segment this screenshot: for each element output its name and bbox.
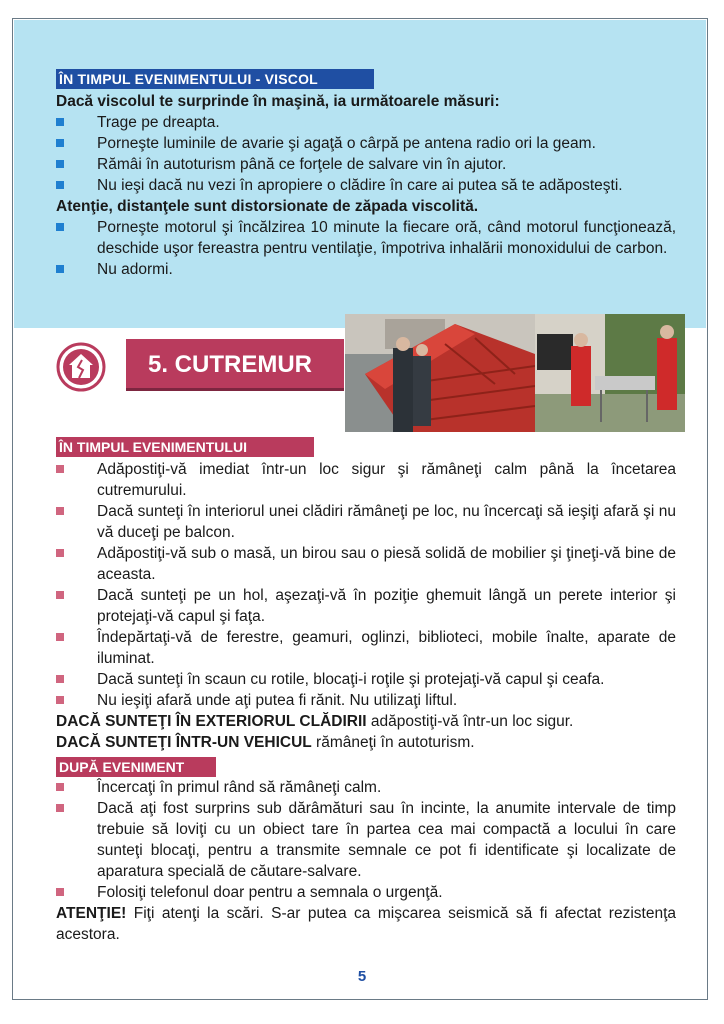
blizzard-tab [56,69,374,89]
blizzard-lead: Dacă viscolul te surprinde în maşină, ia următoarele măsuri: [56,93,500,110]
during-list [56,459,676,711]
square-bullet-icon [56,223,64,231]
square-bullet-icon [56,118,64,126]
square-bullet-icon [56,507,64,515]
blizzard-list-2 [56,217,676,280]
list-item: Dacă sunteţi în interiorul unei clădiri rămâneţi pe loc, nu încercaţi să ieşiţi afară şi nu vă duceţi pe balcon. [56,501,676,543]
blizzard-tab-prefix: ÎN TIMPUL EVENIMENTULUI [59,71,252,87]
square-bullet-icon [56,696,64,704]
list-item: Dacă sunteţi pe un hol, aşezaţi-vă în poziţie ghemuit lângă un perete interior şi protejaţi-vă capul şi faţa. [56,585,676,627]
rescue-photo [345,314,685,432]
blizzard-warning: Atenţie, distanţele sunt distorsionate de zăpada viscolită. [56,198,479,215]
section-title: 5. CUTREMUR [126,339,344,391]
square-bullet-icon [56,465,64,473]
vehicle-note: DACĂ SUNTEŢI ÎNTR-UN VEHICUL rămâneţi în autoturism. [56,734,475,751]
list-item: Nu adormi. [56,259,676,280]
square-bullet-icon [56,675,64,683]
during-content [56,459,676,753]
during-tab: ÎN TIMPUL EVENIMENTULUI [56,437,314,457]
list-item: Nu ieşiţi afară unde aţi putea fi rănit. Nu utilizaţi liftul. [56,690,676,711]
square-bullet-icon [56,888,64,896]
square-bullet-icon [56,549,64,557]
list-item: Dacă aţi fost surprins sub dărâmături sau în incinte, la anumite intervale de timp trebuie să loviţi cu un obiect tare în partea cea mai compactă a locului în care sunteţi blocaţi, pentru a transmite semnale ce pot fi identificate şi localizate de aparatura specială de căutare-salvare. [56,798,676,882]
attention-note: ATENŢIE! Fiţi atenţi la scări. S-ar putea ca mişcarea seismică să fi afectat rezistenţa acestora. [56,905,676,943]
blizzard-content [56,91,676,280]
after-content [56,777,676,945]
list-item: Îndepărtaţi-vă de ferestre, geamuri, oglinzi, biblioteci, mobile înalte, aparate de iluminat. [56,627,676,669]
square-bullet-icon [56,265,64,273]
list-item: Dacă sunteţi în scaun cu rotile, blocaţi-i roţile şi protejaţi-vă capul şi ceafa. [56,669,676,690]
list-item: Adăpostiţi-vă sub o masă, un birou sau o piesă solidă de mobilier şi ţineţi-vă bine de aceasta. [56,543,676,585]
list-item: Folosiţi telefonul doar pentru a semnala o urgenţă. [56,882,676,903]
outside-note: DACĂ SUNTEŢI ÎN EXTERIORUL CLĂDIRII adăpostiţi-vă într-un loc sigur. [56,713,574,730]
square-bullet-icon [56,804,64,812]
list-item: Nu ieşi dacă nu vezi în apropiere o clădire în care ai putea să te adăposteşti. [56,175,676,196]
house-crack-icon [56,342,106,392]
square-bullet-icon [56,181,64,189]
square-bullet-icon [56,139,64,147]
square-bullet-icon [56,591,64,599]
square-bullet-icon [56,633,64,641]
list-item: Trage pe dreapta. [56,112,676,133]
list-item: Porneşte motorul şi încălzirea 10 minute la fiecare oră, când motorul funcţionează, deschide uşor fereastra pentru ventilaţie, împotriva inhalării monoxidului de carbon. [56,217,676,259]
blizzard-list [56,112,676,196]
after-list [56,777,676,903]
page-number: 5 [357,968,367,985]
after-tab: DUPĂ EVENIMENT [56,757,216,777]
square-bullet-icon [56,783,64,791]
list-item: Rămâi în autoturism până ce forţele de salvare vin în ajutor. [56,154,676,175]
list-item: Adăpostiţi-vă imediat într-un loc sigur şi rămâneţi calm până la încetarea cutremurului. [56,459,676,501]
list-item: Porneşte luminile de avarie şi agaţă o cârpă pe antena radio ori la geam. [56,133,676,154]
rescue-photo-illustration [345,314,685,432]
blizzard-tab-suffix: - VISCOL [251,71,318,87]
list-item: Încercaţi în primul rând să rămâneţi calm. [56,777,676,798]
square-bullet-icon [56,160,64,168]
